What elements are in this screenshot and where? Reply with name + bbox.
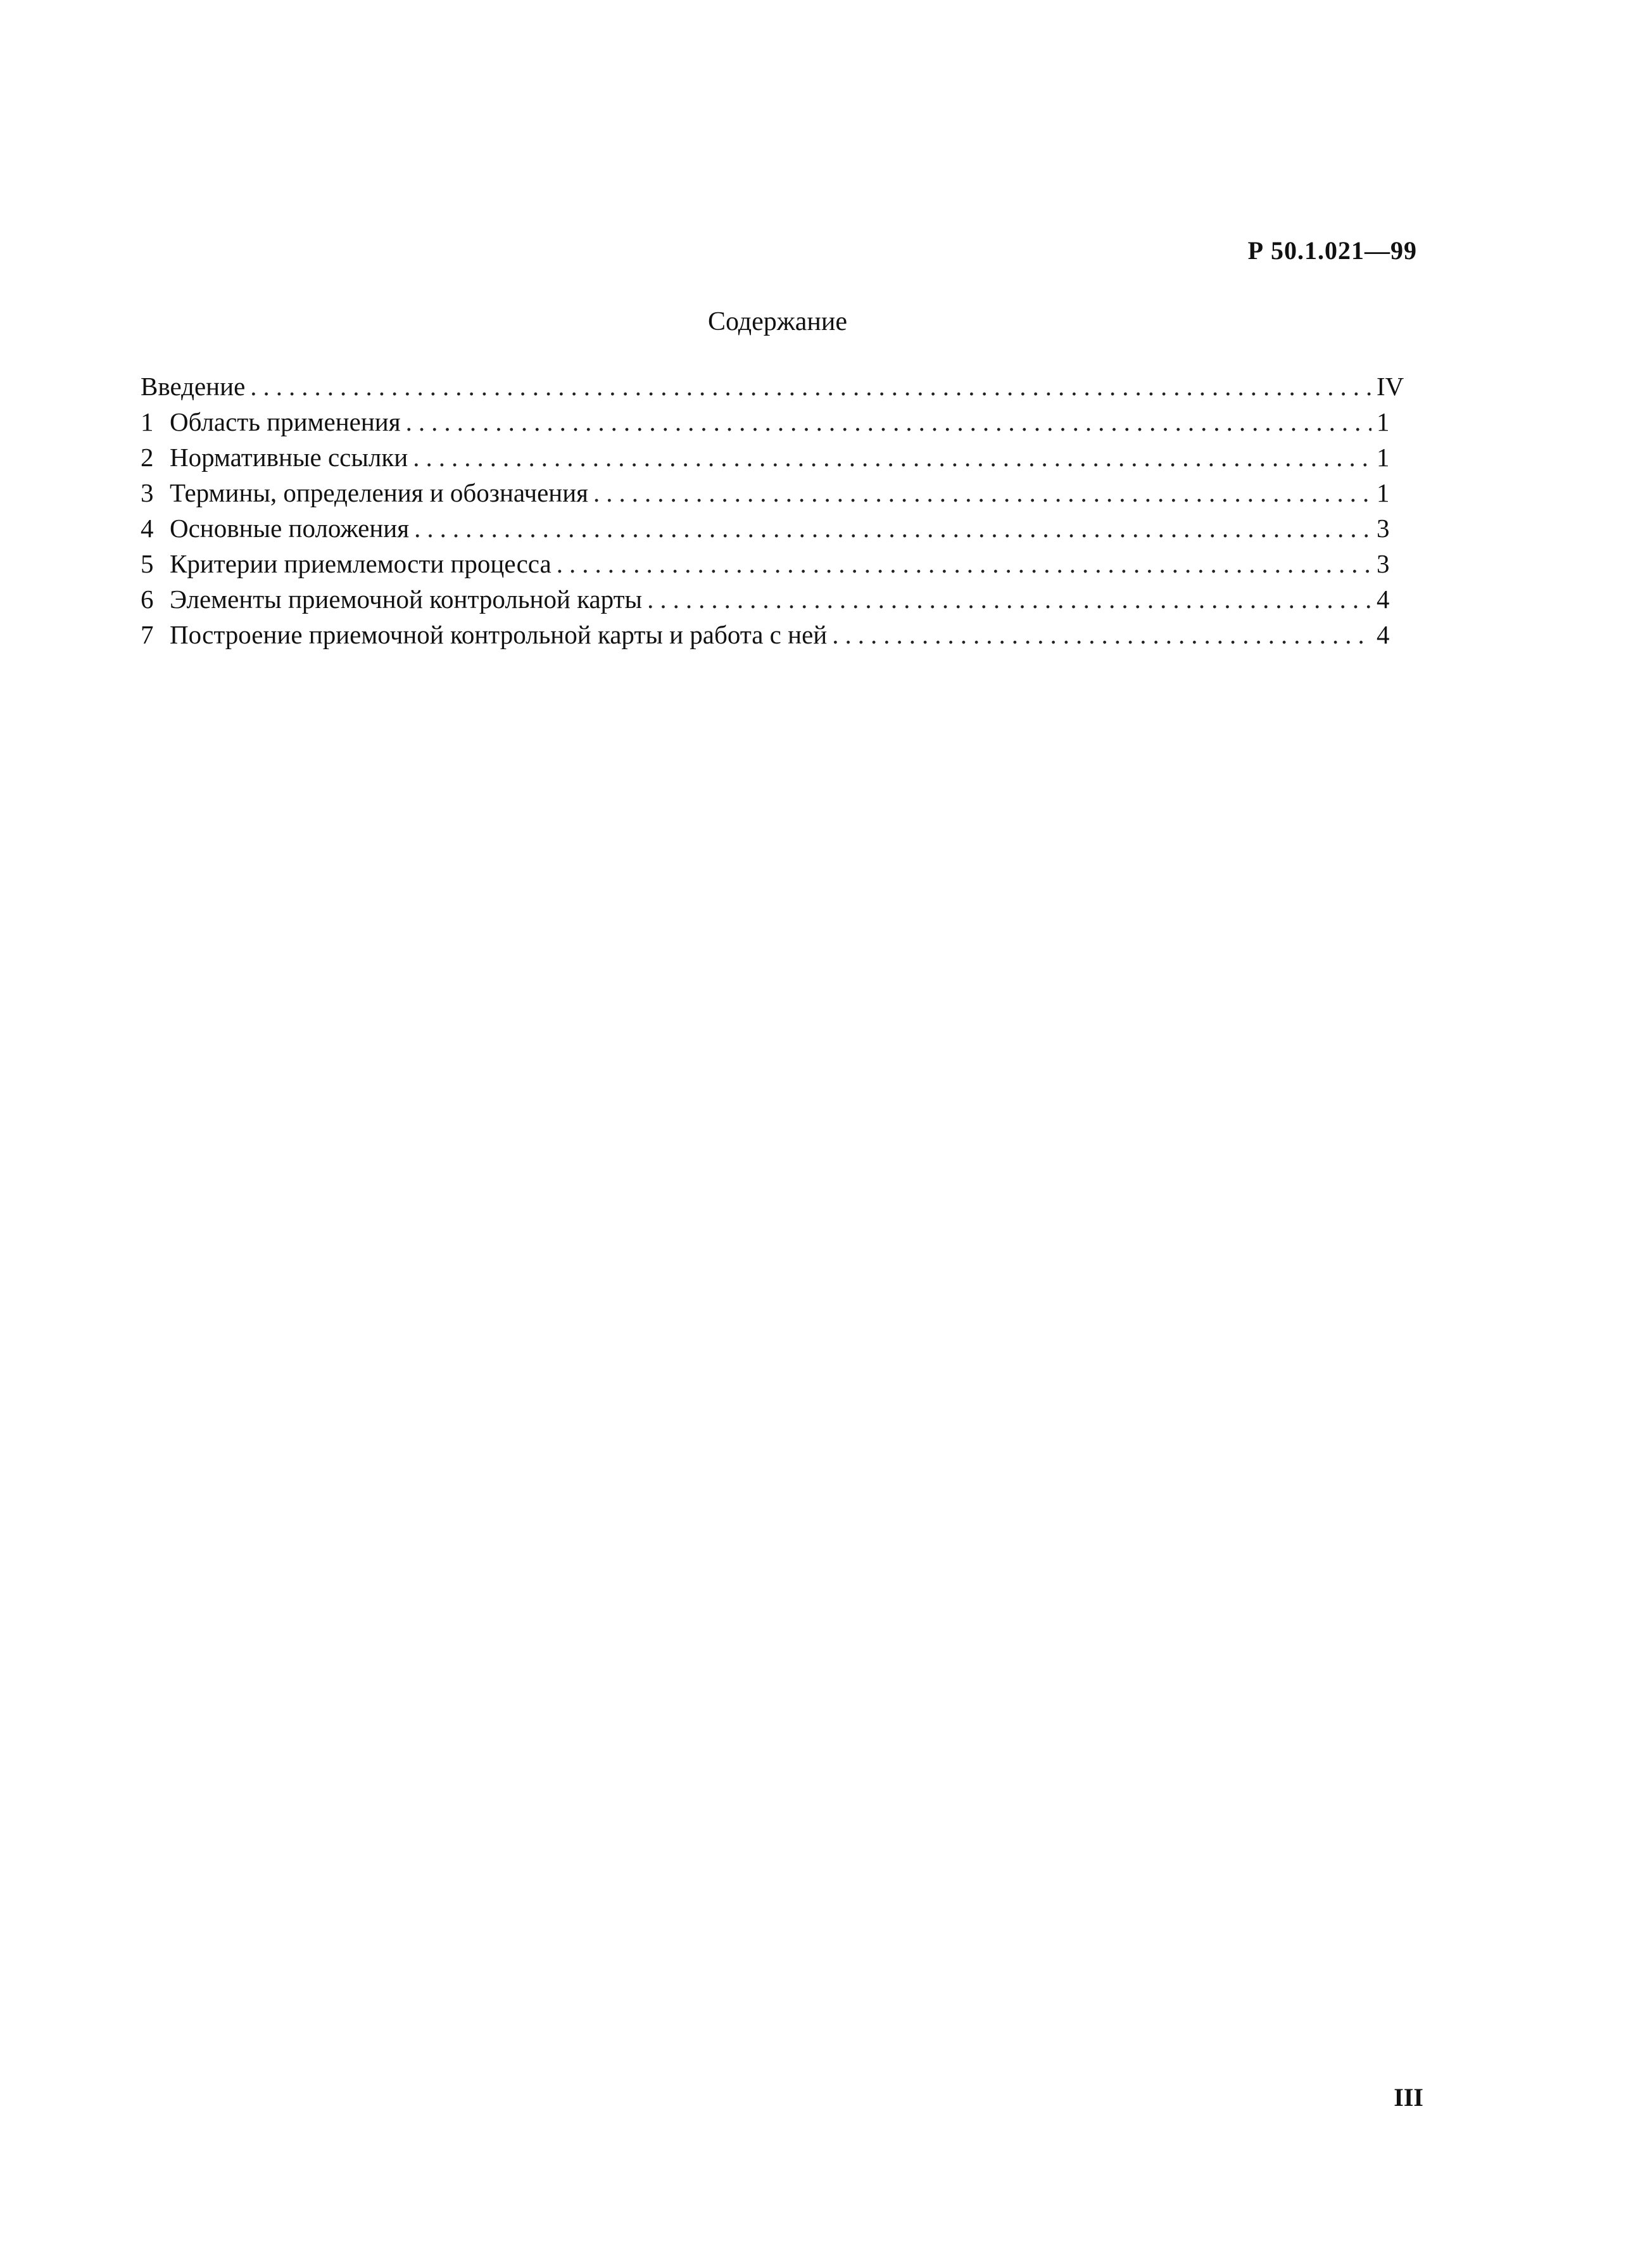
toc-entry-title: Построение приемочной контрольной карты и работа с ней [170,620,828,649]
table-of-contents [141,369,1408,652]
toc-entry-2[interactable] [141,440,1408,475]
toc-leader-dots [414,510,1371,546]
toc-entry-page: 4 [1377,620,1390,649]
toc-entry-page: 1 [1377,478,1390,507]
toc-leader-dots [832,617,1371,652]
toc-leader-dots [647,581,1371,617]
page-number: III [1394,2083,1423,2112]
toc-entry-number: 3 [141,478,154,507]
toc-entry-number: 4 [141,514,154,543]
toc-entry-7[interactable] [141,617,1408,652]
toc-entry-5[interactable] [141,546,1408,581]
toc-entry-page: 3 [1377,514,1390,543]
toc-entry-page: 1 [1377,407,1390,436]
document-code: Р 50.1.021—99 [1247,236,1417,265]
toc-entry-3[interactable] [141,475,1408,510]
toc-leader-dots [413,440,1371,475]
toc-entry-page: 3 [1377,549,1390,578]
toc-entry-number: 5 [141,549,154,578]
toc-leader-dots [250,369,1371,404]
toc-entry-number: 2 [141,443,154,472]
toc-entry-page: 4 [1377,585,1390,614]
toc-entry-title: Критерии приемлемости процесса [170,549,551,578]
toc-title: Содержание [707,307,848,336]
toc-entry-number: 7 [141,620,154,649]
toc-entry-title: Область применения [170,407,401,436]
toc-entry-page: IV [1377,372,1404,401]
toc-entry-number: 6 [141,585,154,614]
toc-entry-title: Основные положения [170,514,410,543]
toc-leader-dots [593,475,1371,510]
toc-entry-title: Нормативные ссылки [170,443,408,472]
toc-entry-number: 1 [141,407,154,436]
toc-entry-title: Элементы приемочной контрольной карты [170,585,643,614]
toc-entry-title: Термины, определения и обозначения [170,478,589,507]
toc-leader-dots [406,404,1371,440]
toc-entry-introduction[interactable] [141,369,1408,404]
toc-entry-page: 1 [1377,443,1390,472]
toc-entry-4[interactable] [141,510,1408,546]
toc-entry-1[interactable] [141,404,1408,440]
toc-leader-dots [557,546,1371,581]
toc-entry-6[interactable] [141,581,1408,617]
toc-entry-title: Введение [141,372,246,401]
